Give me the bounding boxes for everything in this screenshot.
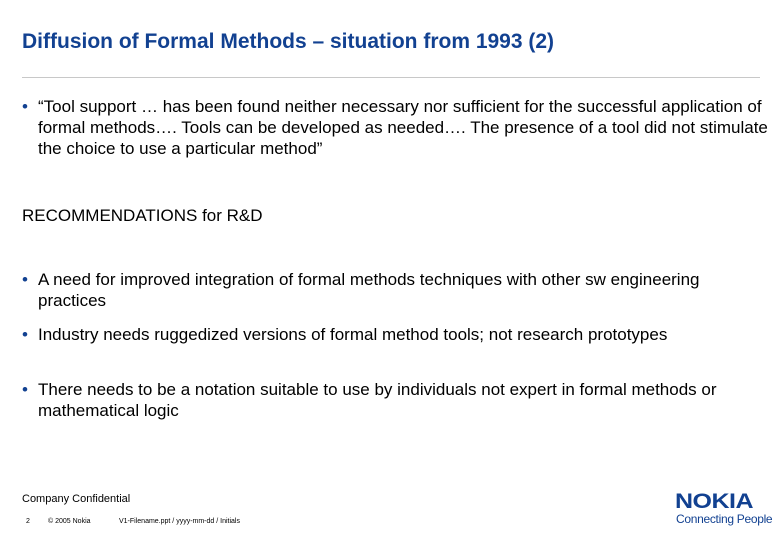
recommendation-bullet (22, 379, 772, 421)
page-number: 2 (26, 518, 30, 525)
file-info: V1-Filename.ppt / yyyy-mm-dd / Initials (119, 518, 240, 525)
quote-bullet (22, 96, 772, 159)
copyright-notice: © 2005 Nokia (48, 518, 91, 525)
recommendations-heading: RECOMMENDATIONS for R&D (22, 206, 263, 225)
slide-title: Diffusion of Formal Methods – situation from 1993 (2) (22, 30, 555, 53)
nokia-tagline: Connecting People (676, 512, 773, 526)
bullet-icon: • (22, 380, 28, 399)
recommendation-bullet (22, 269, 772, 311)
bullet-icon: • (22, 270, 28, 289)
bullet-icon: • (22, 325, 28, 344)
quote-text: “Tool support … has been found neither necessary nor sufficient for the successful application of formal methods…. Tools can be developed as needed…. The presence of a tool did not stimulate the choice to use a particular method” (38, 97, 768, 158)
recommendation-text: There needs to be a notation suitable to use by individuals not expert in formal methods or mathematical logic (38, 380, 717, 420)
company-confidential-label: Company Confidential (22, 493, 131, 505)
recommendation-text: Industry needs ruggedized versions of formal method tools; not research prototypes (38, 325, 668, 344)
recommendation-text: A need for improved integration of formal methods techniques with other sw engineering practices (38, 270, 700, 310)
nokia-logo: NOKIA (675, 489, 754, 514)
bullet-icon: • (22, 97, 28, 116)
recommendation-bullet (22, 324, 772, 345)
title-divider (22, 77, 760, 78)
